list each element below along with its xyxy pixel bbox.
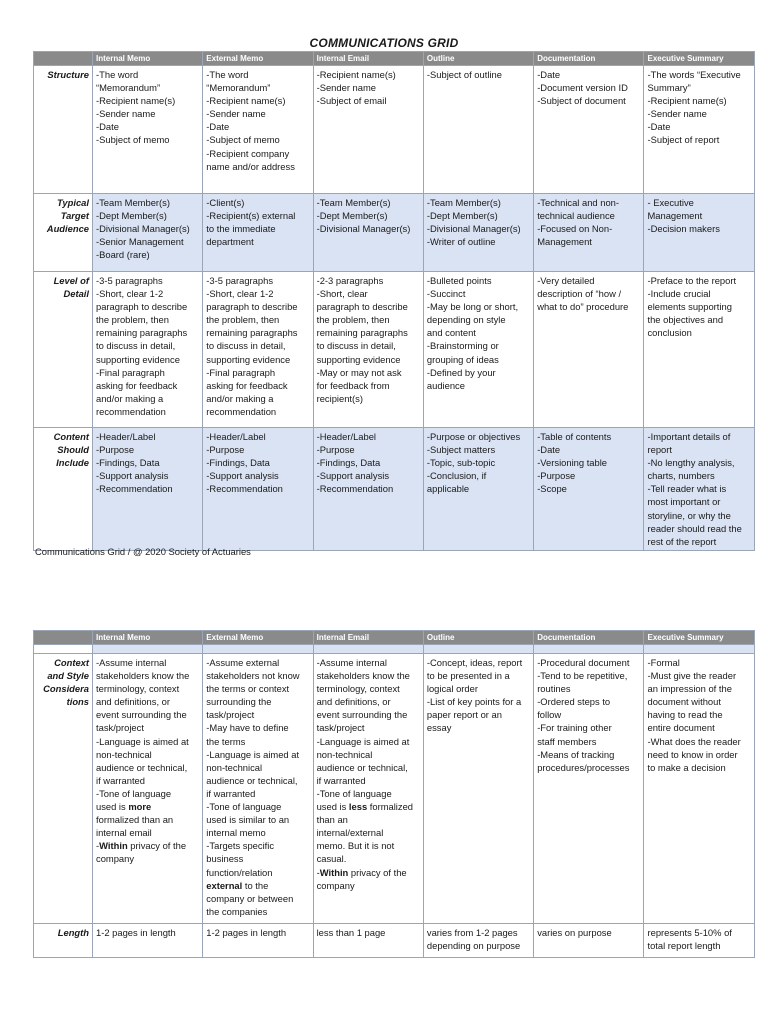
grid-cell: varies on purpose [534, 924, 644, 958]
grid-cell: 1-2 pages in length [93, 924, 203, 958]
column-header: Documentation [534, 52, 644, 66]
grid-cell: -The words “Executive Summary” -Recipient name(s) -Sender name -Date -Subject of report [644, 66, 754, 194]
grid-cell: -Team Member(s) -Dept Member(s) -Divisional Manager(s) -Writer of outline [423, 194, 533, 272]
grid-cell: -Assume internal stakeholders know the terminology, context and definitions, or event surrounding the task/project -Language is aimed at non-technical audience or technical, if warranted -Tone of language used is less formalized than an internal/external memo. But it is not casual. -Within privacy of the company [313, 654, 423, 924]
page-title: COMMUNICATIONS GRID [309, 36, 459, 50]
row-label: Context and Style Considera tions [34, 654, 93, 924]
copyright-footer: Communications Grid / @ 2020 Society of Actuaries [35, 546, 251, 557]
grid-cell: varies from 1-2 pages depending on purpose [423, 924, 533, 958]
grid-row-structure [34, 66, 755, 194]
grid-row-content [34, 428, 755, 551]
grid-cell: -Preface to the report -Include crucial elements supporting the objectives and conclusion [644, 272, 754, 428]
grid-cell: -Concept, ideas, report to be presented in a logical order -List of key points for a paper report or an essay [423, 654, 533, 924]
communications-grid-table-1 [33, 51, 755, 551]
grid-cell: -Header/Label -Purpose -Findings, Data -Support analysis -Recommendation [93, 428, 203, 551]
communications-grid-table-2 [33, 630, 755, 958]
grid-cell: -The word “Memorandum” -Recipient name(s) -Sender name -Date -Subject of memo [93, 66, 203, 194]
grid-cell: -Subject of outline [423, 66, 533, 194]
grid-row-audience [34, 194, 755, 272]
grid-cell: -Header/Label -Purpose -Findings, Data -Support analysis -Recommendation [313, 428, 423, 551]
grid-cell: -3-5 paragraphs -Short, clear 1-2 paragraph to describe the problem, then remaining paragraphs to discuss in detail, supporting evidence -Final paragraph asking for feedback and/or making a recommendation [203, 272, 313, 428]
column-header: Internal Email [313, 631, 423, 645]
grid-cell: -Assume internal stakeholders know the terminology, context and definitions, or event surrounding the task/project -Language is aimed at non-technical audience or technical, if warranted -Tone of language used is more formalized than an internal email -Within privacy of the company [93, 654, 203, 924]
grid-cell: -Formal -Must give the reader an impression of the document without having to read the entire document -What does the reader need to know in order to make a decision [644, 654, 754, 924]
grid-cell: -Technical and non- technical audience -Focused on Non- Management [534, 194, 644, 272]
column-header: External Memo [203, 52, 313, 66]
grid-cell: -Bulleted points -Succinct -May be long or short, depending on style and content -Brainstorming or grouping of ideas -Defined by your audience [423, 272, 533, 428]
grid-cell: -Table of contents -Date -Versioning table -Purpose -Scope [534, 428, 644, 551]
column-header: Internal Memo [93, 52, 203, 66]
column-header: Internal Email [313, 52, 423, 66]
grid-cell: represents 5-10% of total report length [644, 924, 754, 958]
row-label: Structure [34, 66, 93, 194]
grid-cell: -Team Member(s) -Dept Member(s) -Divisional Manager(s) -Senior Management -Board (rare) [93, 194, 203, 272]
header-corner [34, 631, 93, 645]
row-label: Length [34, 924, 93, 958]
grid-cell: 1-2 pages in length [203, 924, 313, 958]
header-row [34, 52, 755, 66]
grid-cell: -Header/Label -Purpose -Findings, Data -Support analysis -Recommendation [203, 428, 313, 551]
grid-cell: -Procedural document -Tend to be repetitive, routines -Ordered steps to follow -For training other staff members -Means of tracking procedures/processes [534, 654, 644, 924]
column-header: External Memo [203, 631, 313, 645]
grid-cell: -Important details of report -No lengthy analysis, charts, numbers -Tell reader what is most important or storyline, or why the reader should read the rest of the report [644, 428, 754, 551]
grid-row-detail [34, 272, 755, 428]
grid-cell: -2-3 paragraphs -Short, clear paragraph to describe the problem, then remaining paragraphs to discuss in detail, supporting evidence -May or may not ask for feedback from recipient(s) [313, 272, 423, 428]
grid-cell: -The word “Memorandum” -Recipient name(s) -Sender name -Date -Subject of memo -Recipient company name and/or address [203, 66, 313, 194]
grid-cell: - Executive Management -Decision makers [644, 194, 754, 272]
grid-row-length [34, 924, 755, 958]
header-corner [34, 52, 93, 66]
row-label: Content Should Include [34, 428, 93, 551]
column-header: Internal Memo [93, 631, 203, 645]
grid-cell: -Date -Document version ID -Subject of document [534, 66, 644, 194]
column-header: Executive Summary [644, 631, 754, 645]
grid-cell: -Assume external stakeholders not know the terms or context surrounding the task/project -May have to define the terms -Language is aimed at non-technical audience or technical, if warranted -Tone of language used is similar to an internal memo -Targets specific business function/relation external to the company or between the companies [203, 654, 313, 924]
row-label: Typical Target Audience [34, 194, 93, 272]
grid-cell: less than 1 page [313, 924, 423, 958]
spacer-row [34, 645, 755, 654]
header-row [34, 631, 755, 645]
column-header: Outline [423, 52, 533, 66]
grid-cell: -Client(s) -Recipient(s) external to the immediate department [203, 194, 313, 272]
column-header: Outline [423, 631, 533, 645]
column-header: Documentation [534, 631, 644, 645]
grid-row-context [34, 654, 755, 924]
grid-cell: -Very detailed description of “how / what to do” procedure [534, 272, 644, 428]
grid-cell: -3-5 paragraphs -Short, clear 1-2 paragraph to describe the problem, then remaining paragraphs to discuss in detail, supporting evidence -Final paragraph asking for feedback and/or making a recommendation [93, 272, 203, 428]
grid-cell: -Team Member(s) -Dept Member(s) -Divisional Manager(s) [313, 194, 423, 272]
column-header: Executive Summary [644, 52, 754, 66]
grid-cell: -Purpose or objectives -Subject matters -Topic, sub-topic -Conclusion, if applicable [423, 428, 533, 551]
row-label: Level of Detail [34, 272, 93, 428]
grid-cell: -Recipient name(s) -Sender name -Subject of email [313, 66, 423, 194]
